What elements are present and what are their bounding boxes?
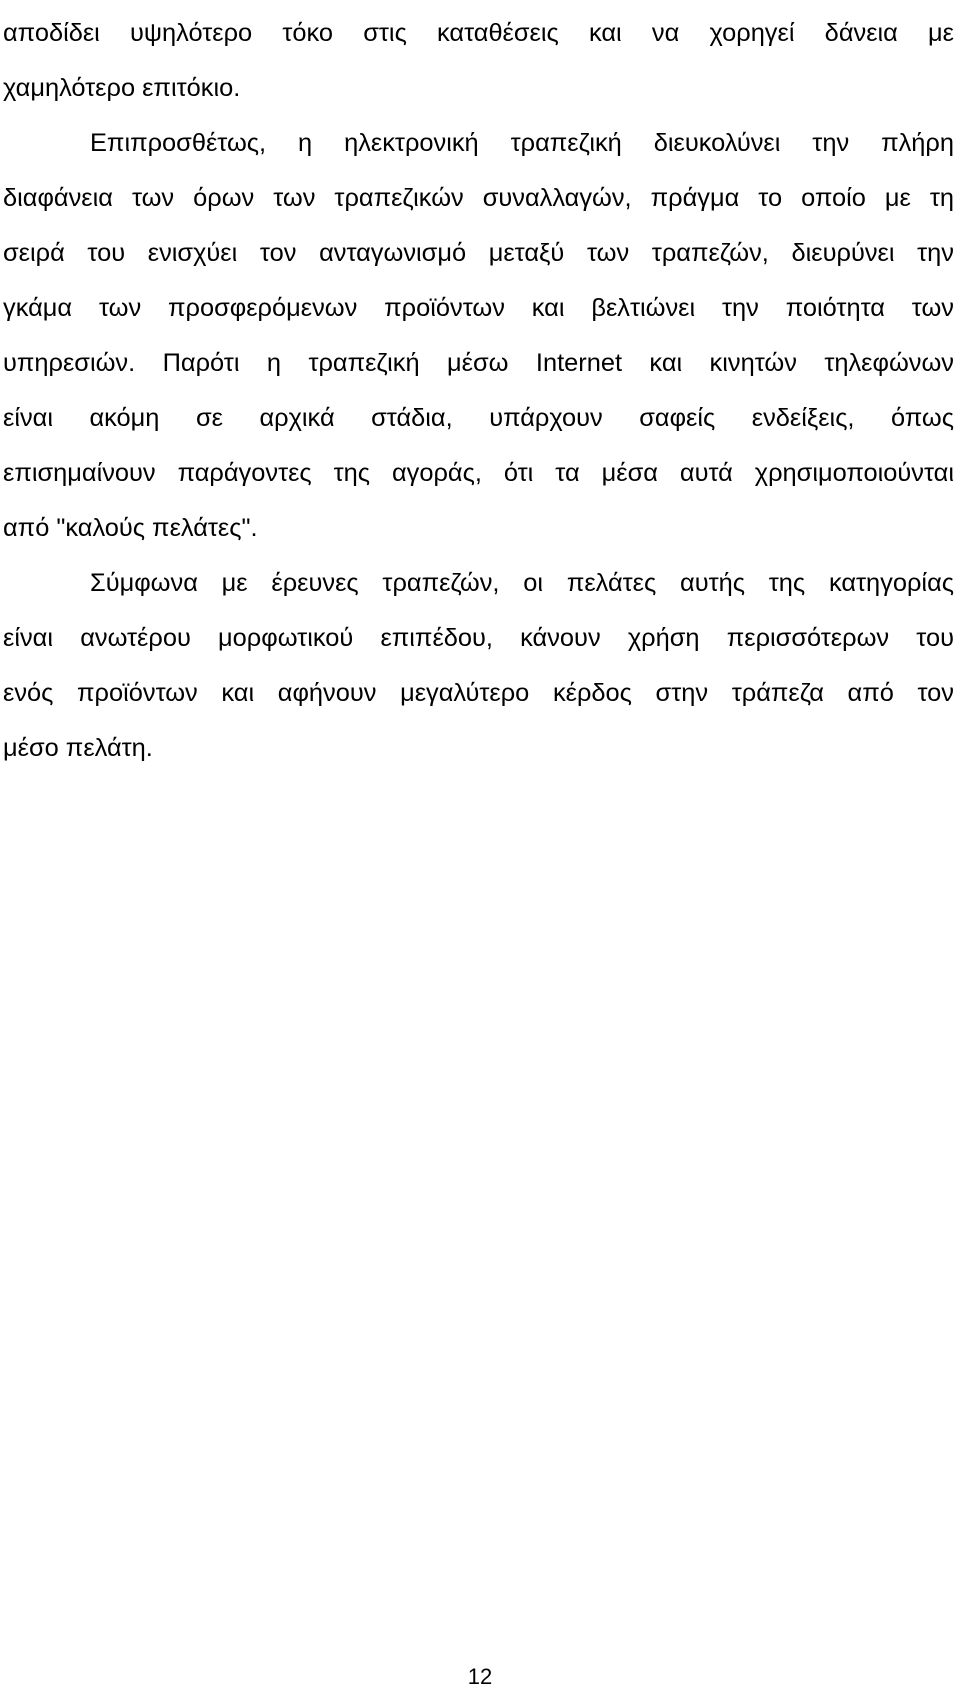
text-line: είναι ανωτέρου μορφωτικού επιπέδου, κάνουν χρήση περισσότερων του	[3, 624, 954, 652]
text-line: επισημαίνουν παράγοντες της αγοράς, ότι τα μέσα αυτά χρησιμοποιούνται	[3, 459, 954, 487]
paragraph-start-line: Σύμφωνα με έρευνες τραπεζών, οι πελάτες αυτής της κατηγορίας	[90, 569, 954, 597]
page-number: 12	[467, 1664, 493, 1689]
text-line: είναι ακόμη σε αρχικά στάδια, υπάρχουν σαφείς ενδείξεις, όπως	[3, 404, 954, 432]
text-line: από "καλούς πελάτες".	[3, 514, 258, 542]
text-line: γκάμα των προσφερόμενων προϊόντων και βελτιώνει την ποιότητα των	[3, 294, 954, 322]
text-line: υπηρεσιών. Παρότι η τραπεζική μέσω Internet και κινητών τηλεφώνων	[3, 349, 954, 377]
text-line: σειρά του ενισχύει τον ανταγωνισμό μεταξύ των τραπεζών, διευρύνει την	[3, 239, 954, 267]
text-line: αποδίδει υψηλότερο τόκο στις καταθέσεις και να χορηγεί δάνεια με	[3, 19, 954, 47]
text-line: μέσο πελάτη.	[3, 734, 153, 762]
paragraph-start-line: Επιπροσθέτως, η ηλεκτρονική τραπεζική διευκολύνει την πλήρη	[90, 129, 954, 157]
text-line: χαμηλότερο επιτόκιο.	[3, 74, 241, 102]
text-line: ενός προϊόντων και αφήνουν μεγαλύτερο κέρδος στην τράπεζα από τον	[3, 679, 954, 707]
body-text	[3, 12, 954, 782]
text-line: διαφάνεια των όρων των τραπεζικών συναλλαγών, πράγμα το οποίο με τη	[3, 184, 954, 212]
